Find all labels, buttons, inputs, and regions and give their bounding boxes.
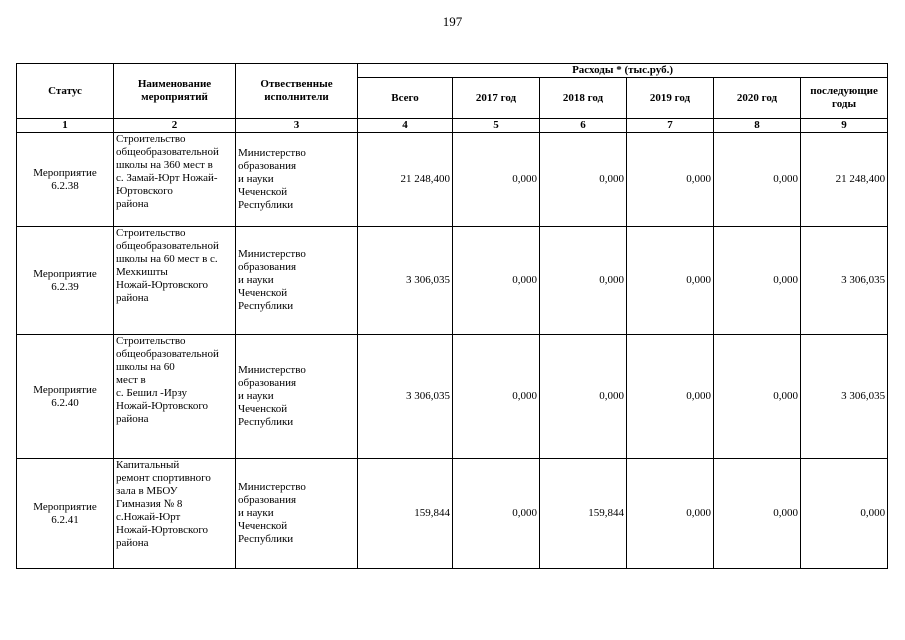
row-name	[114, 133, 236, 227]
name-line: ремонт спортивного	[116, 472, 211, 484]
header-status: Статус	[17, 64, 114, 119]
value-2019: 0,000	[627, 335, 714, 459]
column-number: 6	[540, 119, 627, 133]
column-number: 3	[236, 119, 358, 133]
header-total: Всего	[358, 78, 453, 119]
row-executor	[236, 335, 358, 459]
name-line: Ножай-Юртовского	[116, 400, 209, 412]
value-2019: 0,000	[627, 227, 714, 335]
header-2018: 2018 год	[540, 78, 627, 119]
executor-line: Чеченской	[238, 287, 288, 299]
name-line: с. Замай-Юрт Ножай-	[116, 172, 218, 184]
name-line: мест в	[116, 374, 146, 386]
executor-line: и науки	[238, 173, 274, 185]
header-name: Наименование мероприятий	[114, 64, 236, 119]
page-number: 197	[442, 14, 463, 29]
row-executor	[236, 459, 358, 569]
name-line: Ножай-Юртовского	[116, 524, 209, 536]
column-number: 8	[714, 119, 801, 133]
name-line: общеобразовательной	[116, 348, 219, 360]
value-subsequent: 21 248,400	[801, 133, 888, 227]
name-line: Строительство	[116, 335, 186, 347]
value-2018: 159,844	[540, 459, 627, 569]
name-line: зала в МБОУ	[116, 485, 178, 497]
name-line: района	[116, 413, 149, 425]
value-total: 3 306,035	[358, 335, 453, 459]
column-number: 9	[801, 119, 888, 133]
row-status: Мероприятие 6.2.39	[17, 227, 114, 335]
value-2017: 0,000	[453, 227, 540, 335]
executor-line: Республики	[238, 199, 294, 211]
header-2019: 2019 год	[627, 78, 714, 119]
value-2018: 0,000	[540, 227, 627, 335]
name-line: школы на 60 мест в с.	[116, 253, 218, 265]
value-2020: 0,000	[714, 133, 801, 227]
row-name	[114, 335, 236, 459]
executor-line: образования	[238, 377, 297, 389]
executor-line: Чеченской	[238, 186, 288, 198]
value-total: 159,844	[358, 459, 453, 569]
name-line: школы на 360 мест в	[116, 159, 213, 171]
header-2017: 2017 год	[453, 78, 540, 119]
value-2020: 0,000	[714, 335, 801, 459]
name-line: общеобразовательной	[116, 146, 219, 158]
executor-line: Чеченской	[238, 403, 288, 415]
name-line: Ножай-Юртовского	[116, 279, 209, 291]
column-number: 7	[627, 119, 714, 133]
table-row	[17, 133, 888, 227]
row-status: Мероприятие 6.2.40	[17, 335, 114, 459]
value-2018: 0,000	[540, 133, 627, 227]
executor-line: образования	[238, 494, 297, 506]
name-line: района	[116, 537, 149, 549]
executor-line: Чеченской	[238, 520, 288, 532]
header-subsequent: последующие годы	[801, 78, 888, 119]
row-executor	[236, 133, 358, 227]
value-total: 3 306,035	[358, 227, 453, 335]
value-2019: 0,000	[627, 459, 714, 569]
executor-line: образования	[238, 160, 297, 172]
value-2017: 0,000	[453, 133, 540, 227]
row-status: Мероприятие 6.2.38	[17, 133, 114, 227]
executor-line: Министерство	[238, 481, 306, 493]
executor-line: Министерство	[238, 147, 306, 159]
header-2020: 2020 год	[714, 78, 801, 119]
executor-line: Республики	[238, 300, 294, 312]
value-2020: 0,000	[714, 227, 801, 335]
executor-line: Министерство	[238, 248, 306, 260]
name-line: Капитальный	[116, 459, 180, 471]
name-line: общеобразовательной	[116, 240, 219, 252]
value-2019: 0,000	[627, 133, 714, 227]
name-line: с. Бешил -Ирзу	[116, 387, 188, 399]
value-subsequent: 3 306,035	[801, 335, 888, 459]
value-2017: 0,000	[453, 335, 540, 459]
value-total: 21 248,400	[358, 133, 453, 227]
name-line: района	[116, 198, 149, 210]
value-subsequent: 0,000	[801, 459, 888, 569]
row-executor	[236, 227, 358, 335]
value-subsequent: 3 306,035	[801, 227, 888, 335]
name-line: с.Ножай-Юрт	[116, 511, 181, 523]
name-line: школы на 60	[116, 361, 175, 373]
executor-line: и науки	[238, 274, 274, 286]
header-expenses: Расходы * (тыс.руб.)	[358, 64, 888, 78]
name-line: Строительство	[116, 133, 186, 145]
table-row	[17, 227, 888, 335]
name-line: Юртовского	[116, 185, 173, 197]
name-line: района	[116, 292, 149, 304]
value-2017: 0,000	[453, 459, 540, 569]
row-status: Мероприятие 6.2.41	[17, 459, 114, 569]
column-number: 4	[358, 119, 453, 133]
header-executor: Отвественные исполнители	[236, 64, 358, 119]
budget-table	[16, 63, 888, 569]
value-2018: 0,000	[540, 335, 627, 459]
executor-line: и науки	[238, 507, 274, 519]
table-row	[17, 459, 888, 569]
executor-line: Республики	[238, 416, 294, 428]
column-number: 1	[17, 119, 114, 133]
column-number: 2	[114, 119, 236, 133]
row-name	[114, 227, 236, 335]
executor-line: Республики	[238, 533, 294, 545]
column-number: 5	[453, 119, 540, 133]
executor-line: образования	[238, 261, 297, 273]
name-line: Гимназия № 8	[116, 498, 183, 510]
name-line: Мехкишты	[116, 266, 168, 278]
column-number-row	[17, 119, 888, 133]
executor-line: Министерство	[238, 364, 306, 376]
value-2020: 0,000	[714, 459, 801, 569]
executor-line: и науки	[238, 390, 274, 402]
name-line: Строительство	[116, 227, 186, 239]
table-row	[17, 335, 888, 459]
row-name	[114, 459, 236, 569]
